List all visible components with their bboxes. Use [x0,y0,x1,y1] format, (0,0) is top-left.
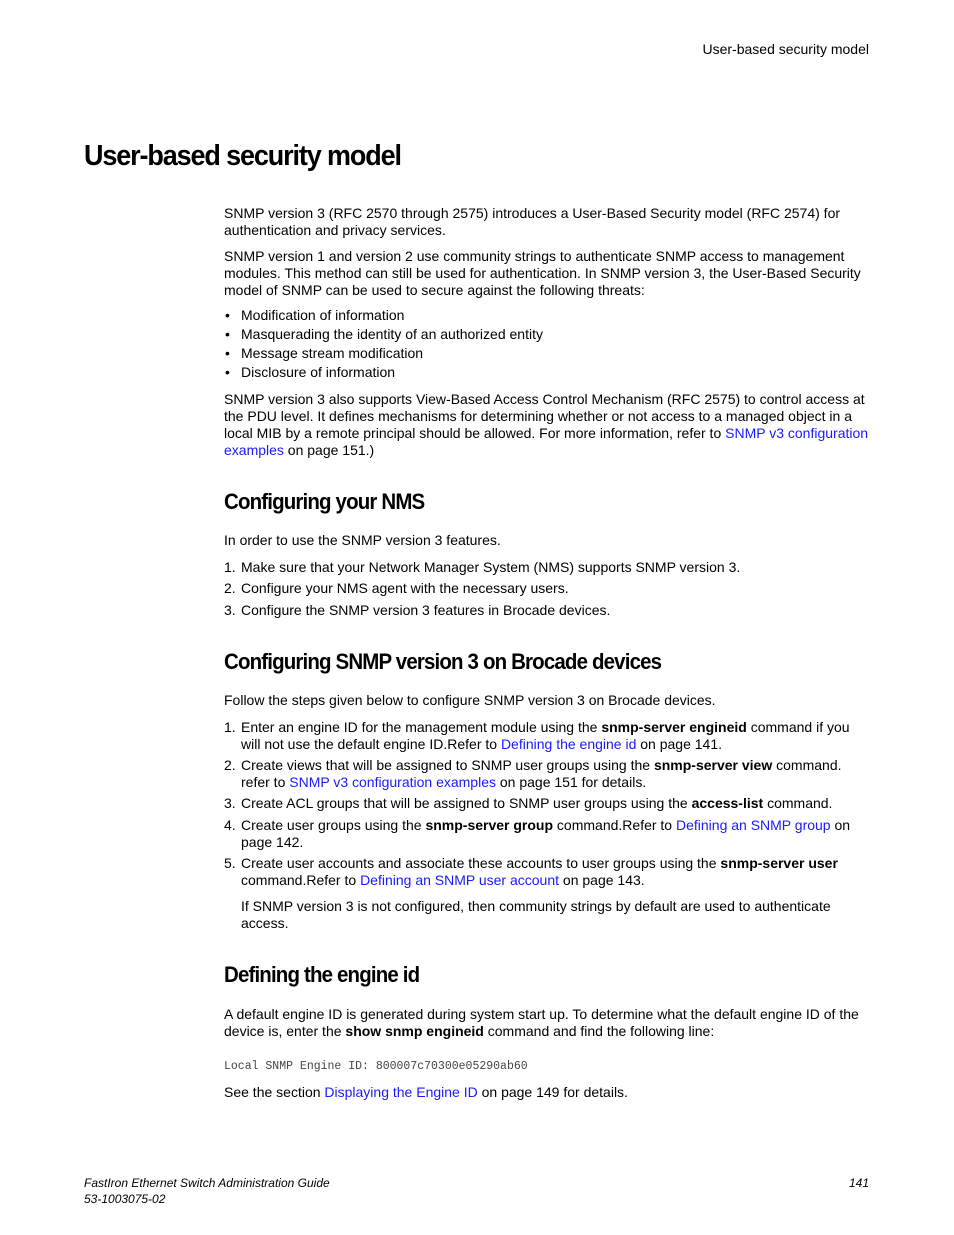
displaying-engine-id-link[interactable]: Displaying the Engine ID [324,1084,478,1100]
section-heading-brocade: Configuring SNMP version 3 on Brocade devices [224,649,662,674]
snmp-v3-examples-link-2[interactable]: SNMP v3 configuration examples [289,774,496,790]
section-heading-engine: Defining the engine id [224,962,420,987]
page-title: User-based security model [84,140,401,172]
list-item: • Disclosure of information [225,364,396,380]
intro-paragraph-3: SNMP version 3 also supports View-Based Access Control Mechanism (RFC 2575) to control access at the PDU level. It defines mechanisms for determining whether or not access to a managed object in a local MIB by a remote principal should be allowed. For more information, refer to SNMP v3 configuration examples on page 151.) [224,391,869,458]
config-note: If SNMP version 3 is not configured, then community strings by default are used to authenticate access. [241,898,831,931]
intro-paragraph-2: SNMP version 1 and version 2 use community strings to authenticate SNMP access to management modules. This method can still be used for authentication. In SNMP version 3, the User-Based Security model of SNMP can be used to secure against the following threats: [224,248,861,298]
list-item: • Message stream modification [225,345,424,361]
nms-steps [224,559,869,619]
running-head: User-based security model [702,41,869,57]
list-item: 2. Configure your NMS agent with the necessary users. [224,580,569,596]
defining-engine-id-link[interactable]: Defining the engine id [500,736,637,752]
engine-id-code: Local SNMP Engine ID: 800007c70300e05290ab60 [224,1060,528,1073]
brocade-steps [224,719,869,889]
snmp-v3-examples-link[interactable]: SNMP v3 configuration examples [224,425,869,458]
defining-snmp-group-link[interactable]: Defining an SNMP group [675,817,831,833]
threat-list [224,306,864,382]
see-section: See the section Displaying the Engine ID on page 149 for details. [224,1084,628,1100]
list-item: 2. Create views that will be assigned to SNMP user groups using the snmp-server view command. refer to SNMP v3 configuration examples on page 151 for details. [224,757,842,790]
defining-snmp-user-link[interactable]: Defining an SNMP user account [360,872,560,888]
section-heading-nms: Configuring your NMS [224,489,425,514]
nms-lead: In order to use the SNMP version 3 features. [224,532,501,548]
footer-left [84,1175,330,1207]
intro-paragraph-1: SNMP version 3 (RFC 2570 through 2575) introduces a User-Based Security model (RFC 2574) for authentication and privacy services. [224,205,841,238]
list-item: 3. Create ACL groups that will be assigned to SNMP user groups using the access-list command. [224,795,833,811]
list-item: • Masquerading the identity of an authorized entity [225,326,543,342]
document-number: 53-1003075-02 [84,1192,166,1206]
list-item: 1. Make sure that your Network Manager System (NMS) supports SNMP version 3. [224,559,741,575]
engine-paragraph: A default engine ID is generated during system start up. To determine what the default engine ID of the device is, enter the show snmp engineid command and find the following line: [224,1006,859,1039]
brocade-lead: Follow the steps given below to configure SNMP version 3 on Brocade devices. [224,692,716,708]
list-item: 1. Enter an engine ID for the management module using the snmp-server engineid command if you will not use the default engine ID.Refer to Defining the engine id on page 141. [224,719,850,752]
list-item: 5. Create user accounts and associate these accounts to user groups using the snmp-server user command.Refer to Defining an SNMP user account on page 143. [224,855,838,888]
page-number: 141 [848,1176,869,1190]
list-item: • Modification of information [225,307,405,323]
list-item: 3. Configure the SNMP version 3 features in Brocade devices. [224,602,611,618]
guide-title: FastIron Ethernet Switch Administration Guide [84,1176,330,1190]
list-item: 4. Create user groups using the snmp-server group command.Refer to Defining an SNMP group on page 142. [224,817,851,850]
